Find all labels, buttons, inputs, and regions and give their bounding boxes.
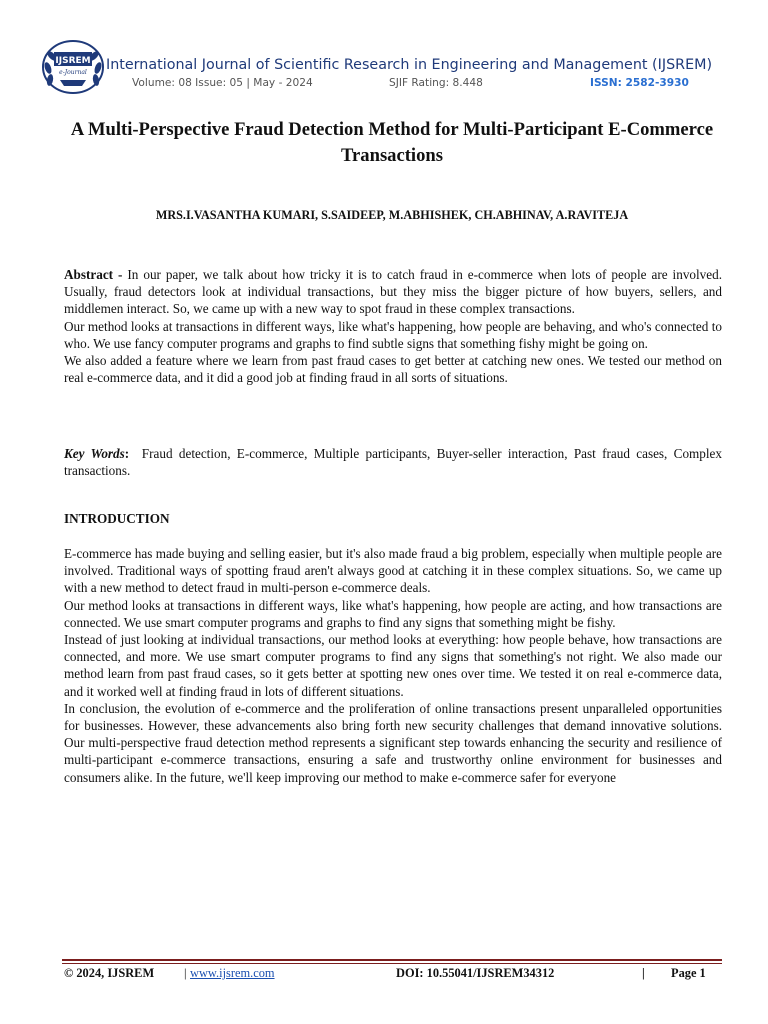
paper-title: A Multi-Perspective Fraud Detection Method for Multi-Participant E-Commerce Transactions bbox=[70, 119, 714, 166]
page-header bbox=[0, 0, 768, 100]
footer-doi: DOI: 10.55041/IJSREM34312 bbox=[396, 966, 555, 980]
footer-divider-thin bbox=[62, 963, 722, 964]
intro-paragraph-4: In conclusion, the evolution of e-commerce and the proliferation of online transactions present unparalleled opportunities for businesses. However, these advancements also bring forth new security challenges that demand innovative solutions. Our multi-perspective fraud detection method represents a significant step towards enhancing the security and resilience of multi-participant e-commerce transactions, ensuring a safe and trustworthy online environment for businesses and consumers alike. In the future, we'll keep improving our method to make e-commerce safer for everyone bbox=[64, 700, 722, 785]
footer-copyright: © 2024, IJSREM bbox=[64, 966, 155, 980]
issn: ISSN: 2582-3930 bbox=[590, 77, 689, 89]
keywords-text: Fraud detection, E-commerce, Multiple participants, Buyer-seller interaction, Past fraud cases, Complex transactions. bbox=[64, 446, 723, 479]
footer-separator-2: | bbox=[642, 966, 645, 980]
volume-issue: Volume: 08 Issue: 05 | May - 2024 bbox=[132, 77, 313, 89]
sjif-rating: SJIF Rating: 8.448 bbox=[389, 77, 483, 89]
footer-separator: | bbox=[184, 966, 187, 980]
svg-text:e-Journal: e-Journal bbox=[59, 69, 87, 76]
intro-paragraph-2: Our method looks at transactions in different ways, like what's happening, how people are acting, and how transactions are connected. We use smart computer programs and graphs to find any signs that something might be fishy. bbox=[64, 597, 722, 630]
introduction-body bbox=[64, 545, 722, 786]
paper-authors: MRS.I.VASANTHA KUMARI, S.SAIDEEP, M.ABHISHEK, CH.ABHINAV, A.RAVITEJA bbox=[155, 208, 629, 222]
abstract-paragraph-2: Our method looks at transactions in different ways, like what's happening, how people are behaving, and who's connected to who. We use fancy computer programs and graphs to find subtle signs that something fishy might be going on. bbox=[64, 318, 722, 351]
abstract-block bbox=[64, 266, 722, 386]
section-heading-introduction: INTRODUCTION bbox=[64, 511, 170, 526]
journal-name: International Journal of Scientific Research in Engineering and Management (IJSREM) bbox=[106, 57, 713, 73]
intro-paragraph-1: E-commerce has made buying and selling easier, but it's also made fraud a big problem, especially when multiple people are involved. Traditional ways of spotting fraud aren't always good at catching it in these complex situations. So, we came up with a new method to detect fraud in multi-person e-commerce deals. bbox=[64, 546, 722, 596]
footer-page-number: Page 1 bbox=[671, 966, 706, 980]
abstract-p1-text: In our paper, we talk about how tricky it is to catch fraud in e-commerce when lots of people are involved. Usually, fraud detectors look at individual transactions, but they miss the bigger picture of how buyers, sellers, and middlemen interact. So, we came up with a new way to spot fraud in these complex transactions. bbox=[64, 267, 723, 317]
keywords-colon: : bbox=[124, 446, 130, 461]
intro-paragraph-3: Instead of just looking at individual transactions, our method looks at everything: how people behave, how transactions are connected, and more. We use smart computer programs to find any signs that something's not right. We also made our method learn from past fraud cases, so it gets better at spotting new ones over time. We tested it on real e-commerce data, and it worked well at finding fraud in lots of different situations. bbox=[64, 632, 722, 699]
footer-website-wrap bbox=[190, 966, 275, 981]
abstract-label: Abstract - bbox=[64, 267, 123, 282]
ijsrem-logo-icon bbox=[40, 38, 106, 96]
abstract-paragraph-1 bbox=[64, 267, 722, 316]
svg-text:IJSREM: IJSREM bbox=[55, 56, 91, 66]
footer-divider bbox=[62, 959, 722, 961]
keywords-block bbox=[64, 445, 722, 479]
abstract-paragraph-3: We also added a feature where we learn from past fraud cases to get better at catching new ones. We tested our method on real e-commerce data, and it did a good job at finding fraud in all sorts of situations. bbox=[64, 353, 722, 386]
footer-website-link[interactable]: www.ijsrem.com bbox=[190, 966, 275, 980]
keywords-label: Key Words bbox=[64, 446, 125, 461]
